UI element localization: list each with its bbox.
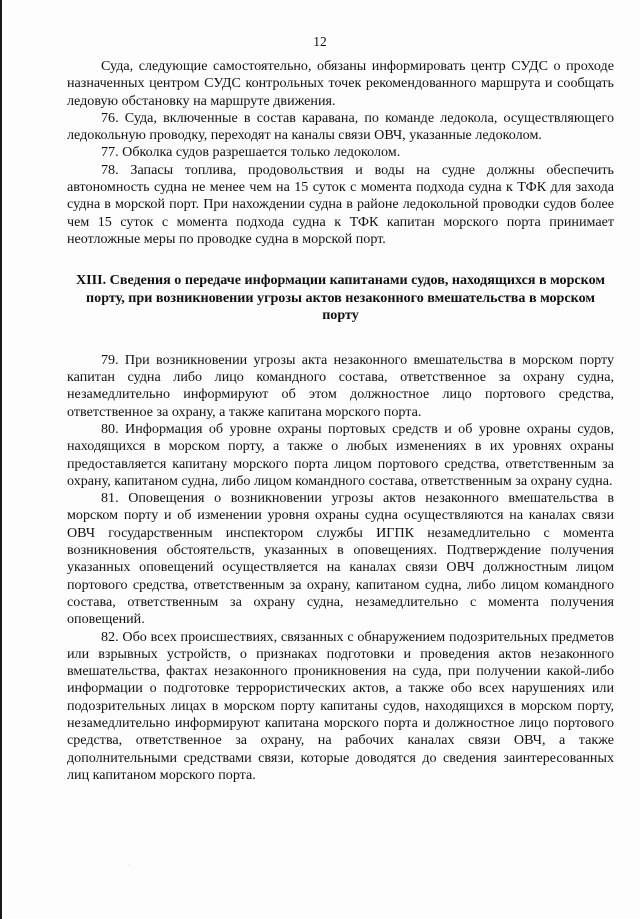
paragraph-75-continued: Суда, следующие самостоятельно, обязаны информировать центр СУДС о проходе назначенных центром СУДС контрольных точек рекомендованного маршрута и сообщать ледовую обстановку на маршруте движения. [67,58,614,109]
section-heading-xiii [67,272,614,325]
paragraph-80: 80. Информация об уровне охраны портовых средств и об уровне охраны судов, находящихся в морском порту, а также о любых изменениях в их уровнях охраны предоставляется капитану морского порта лицом портового средства, ответственным за охрану, капитаном судна, либо лицом командного состава, ответственным за охрану судна. [67,420,614,489]
paragraph-79: 79. При возникновении угрозы акта незаконного вмешательства в морском порту капитан судна либо лицо командного состава, ответственное за охрану судна, незамедлительно информируют об этом должностное лицо портового средства, ответственное за охрану, а также капитана морского порта. [67,351,614,420]
scan-edge [0,0,2,919]
page-number: 12 [313,34,327,49]
paragraph-82: 82. Обо всех происшествиях, связанных с обнаружением подозрительных предметов или взрывных устройств, о признаках подготовки и проведения актов незаконного вмешательства, фактах незаконного проникновения на суда, при получении какой-либо информации о подготовке террористических актов, а также обо всех нарушениях или подозрительных лицах в морском порту капитаны судов, находящихся в морском порту, незамедлительно информируют капитана морского порта и должностное лицо портового средства, ответственное за охрану, на рабочих каналах связи ОВЧ, а также дополнительными средствами связи, которые доводятся до сведения заинтересованных лиц капитаном морского порта. [67,628,614,783]
paragraph-81: 81. Оповещения о возникновении угрозы актов незаконного вмешательства в морском порту и об изменении уровня охраны судна осуществляются на каналах связи ОВЧ государственным инспектором службы ИГПК незамедлительно с момента возникновения обстоятельств, указанных в оповещениях. Подтверждение получения указанных оповещений осуществляется на каналах связи ОВЧ должностным лицом портового средства, ответственным за охрану, капитаном судна, либо лицом командного состава, ответственным за охрану судна, незамедлительно с момента получения оповещений. [67,490,614,628]
document-body [67,58,614,784]
paragraph-77: 77. Обколка судов разрешается только ледоколом. [101,144,401,161]
scan-speck: · [128,862,130,868]
section-heading-text: XIII. Сведения о передаче информации капитанами судов, находящихся в морском порту, при возникновении угрозы актов незаконного вмешательства в морском порту [75,272,606,324]
paragraph-78: 78. Запасы топлива, продовольствия и воды на судне должны обеспечить автономность судна не менее чем на 15 суток с момента подхода судна к ТФК для захода судна в морской порт. При нахождении судна в районе ледокольной проводки судов более чем 15 суток с момента подхода судна к ТФК капитан морского порта принимает неотложные меры по проводке судна в морской порт. [67,161,614,247]
paragraph-76: 76. Суда, включенные в состав каравана, по команде ледокола, осуществляющего ледокольную проводку, переходят на каналы связи ОВЧ, указанные ледоколом. [67,109,614,144]
